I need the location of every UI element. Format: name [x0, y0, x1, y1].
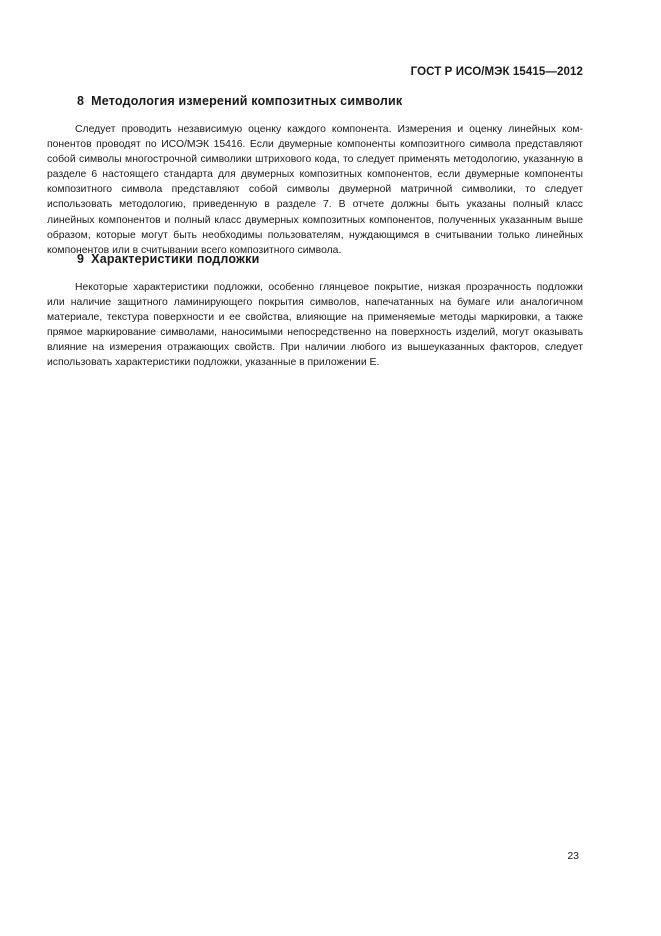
- standard-designation: ГОСТ Р ИСО/МЭК 15415—2012: [410, 66, 583, 78]
- page-number: 23: [567, 850, 579, 862]
- section-heading: [77, 252, 583, 266]
- section-9: [47, 252, 583, 371]
- section-title-text: Методология измерений композитных символик: [91, 94, 403, 108]
- section-8: [47, 94, 583, 258]
- section-title-text: Характеристики подложки: [91, 252, 260, 266]
- section-number: 9: [77, 252, 85, 266]
- section-paragraph: Следует проводить независимую оценку каждого компонента. Измерения и оценку линейных компонентов проводят по ИСО/МЭК 15416. Если двумерные компоненты композитного символа представляют собой символы многострочной символики штрихового кода, то следует применять методологию, указанную в разделе 6 настоящего стандарта для двумерных композитных компонентов, если двумерные компоненты композитного символа представляют собой символы двумерной матричной символики, то следует использовать методологию, приведенную в разделе 7. В отчете должны быть указаны полный класс линейных компонентов и полный класс двумерных композитных компонентов, полученных указанным выше образом, которые могут быть необходимы пользователям, нуждающимся в считывании только линейных компонентов или в считывании всего композитного символа.: [47, 124, 583, 256]
- section-number: 8: [77, 94, 85, 108]
- section-heading: [77, 94, 583, 108]
- section-paragraph: Некоторые характеристики подложки, особенно глянцевое покрытие, низкая прозрачность подложки или наличие защитного ламинирующего покрытия символов, напечатанных на бумаге или аналогичном материале, текстура поверхности и ее свойства, влияющие на применяемые методы маркировки, а также прямое маркирование символами, наносимыми непосредственно на поверхность изделий, могут оказывать влияние на измерения отражающих свойств. При наличии любого из вышеуказанных факторов, следует использовать характеристики подложки, указанные в приложении Е.: [47, 282, 583, 369]
